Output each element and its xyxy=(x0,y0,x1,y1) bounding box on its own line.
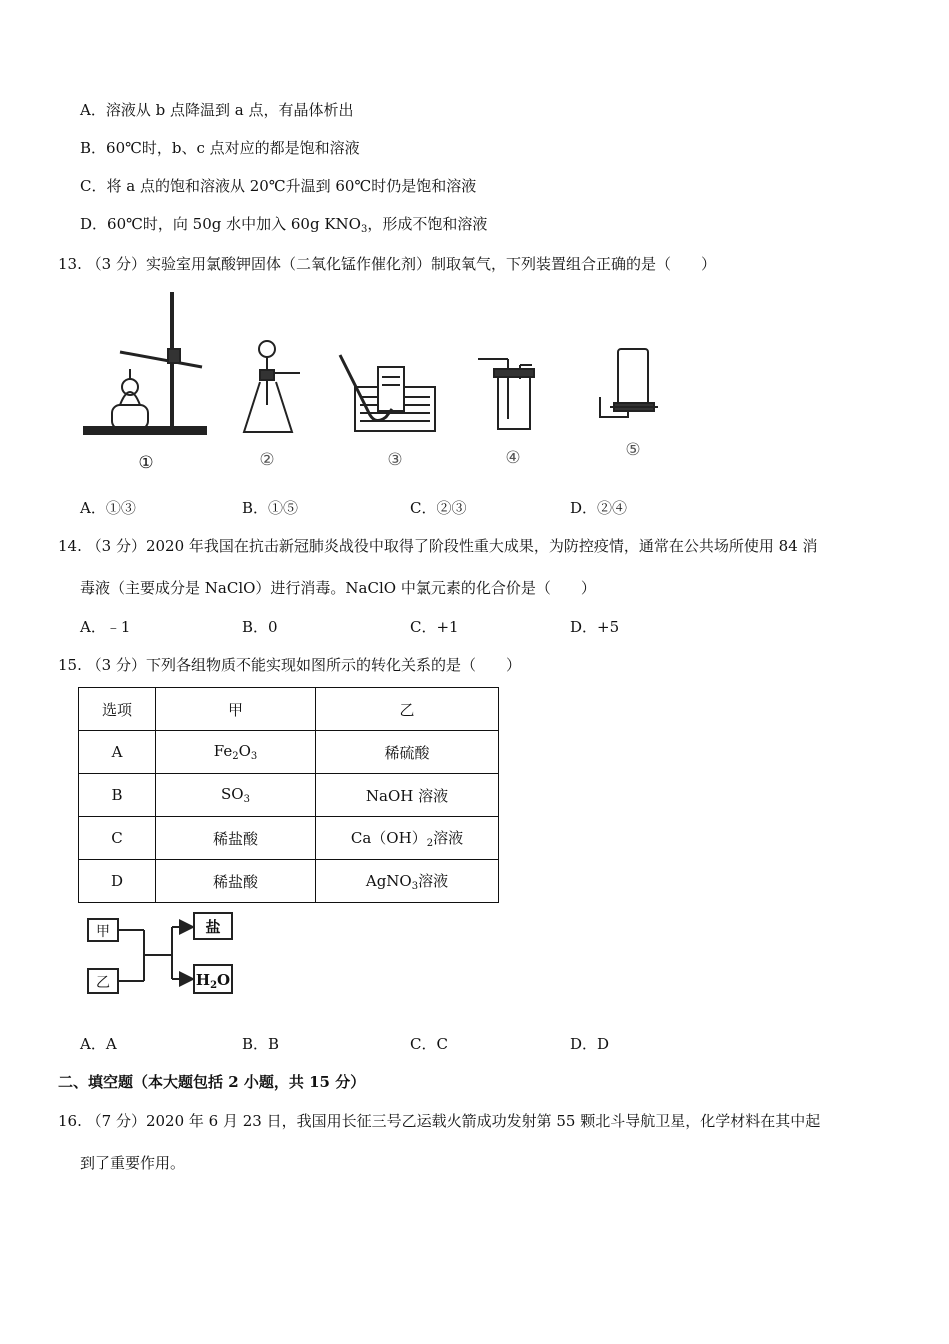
header-yi: 乙 xyxy=(316,688,499,731)
q14-option-b: B．0 xyxy=(242,618,278,636)
q15-conversion-diagram xyxy=(80,905,240,1005)
q14-option-d: D．+5 xyxy=(570,618,620,636)
q12-option-d: D．60℃时，向 50g 水中加入 60g $KNO_3$，形成不饱和溶液 xyxy=(80,215,488,235)
apparatus-1-heating-setup xyxy=(84,292,206,434)
cell-option: D xyxy=(79,860,156,903)
q12-option-c: C．将 a 点的饱和溶液从 20℃升温到 60℃时仍是饱和溶液 xyxy=(80,177,477,195)
apparatus-5-inverted-bottle xyxy=(600,349,658,417)
table-row xyxy=(79,731,499,774)
diagram-yi-label: 乙 xyxy=(96,975,110,991)
q15-option-d: D．D xyxy=(570,1035,610,1053)
q12-option-b: B．60℃时，b、c 点对应的都是饱和溶液 xyxy=(80,139,360,157)
diagram-water-label: $H_2O$ xyxy=(195,971,231,991)
cell-yi: NaOH 溶液 xyxy=(316,774,499,817)
cell-jia: 稀盐酸 xyxy=(156,817,316,860)
table-header-row xyxy=(79,688,499,731)
q14-option-a: A．﹣1 xyxy=(80,618,131,636)
cell-jia: $Fe_2O_3$ xyxy=(156,731,316,774)
q14-option-c: C．+1 xyxy=(410,618,459,636)
q12-option-a: A．溶液从 b 点降温到 a 点，有晶体析出 xyxy=(80,101,354,119)
diagram-jia-label: 甲 xyxy=(96,924,110,940)
apparatus-label-3: ③ xyxy=(387,450,403,470)
table-row xyxy=(79,860,499,903)
q15-option-c: C．C xyxy=(410,1035,448,1053)
apparatus-label-2: ② xyxy=(259,450,275,470)
cell-yi: AgNO$_3$溶液 xyxy=(316,860,499,903)
apparatus-3-water-trough xyxy=(340,355,435,431)
q15-stem: 15. （3 分）下列各组物质不能实现如图所示的转化关系的是（ ） xyxy=(58,656,521,674)
cell-option: B xyxy=(79,774,156,817)
apparatus-4-gas-bottle xyxy=(478,359,534,429)
apparatus-2-flask-funnel xyxy=(244,341,300,432)
table-row xyxy=(79,817,499,860)
table-row xyxy=(79,774,499,817)
q13-option-c: C．②③ xyxy=(410,499,467,517)
q15-option-a: A．A xyxy=(80,1035,117,1053)
cell-yi: $Ca(OH)_2$溶液 xyxy=(316,817,499,860)
q13-option-b: B．①⑤ xyxy=(242,499,299,517)
cell-yi: 稀硫酸 xyxy=(316,731,499,774)
q13-option-a: A．①③ xyxy=(80,499,136,517)
cell-option: A xyxy=(79,731,156,774)
apparatus-label-4: ④ xyxy=(505,448,521,468)
lab-apparatus-figure xyxy=(80,287,680,477)
header-jia: 甲 xyxy=(156,688,316,731)
cell-jia: 稀盐酸 xyxy=(156,860,316,903)
q14-stem-line1: 14. （3 分）2020 年我国在抗击新冠肺炎战役中取得了阶段性重大成果，为防控疫情，通常在公共场所使用 84 消 xyxy=(58,537,818,555)
cell-option: C xyxy=(79,817,156,860)
header-option: 选项 xyxy=(79,688,156,731)
diagram-salt-label: 盐 xyxy=(205,918,221,936)
q16-stem-line1: 16. （7 分）2020 年 6 月 23 日，我国用长征三号乙运载火箭成功发射第 55 颗北斗导航卫星，化学材料在其中起 xyxy=(58,1112,821,1130)
q13-option-d: D．②④ xyxy=(570,499,628,517)
q16-stem-line2: 到了重要作用。 xyxy=(80,1154,186,1172)
apparatus-label-5: ⑤ xyxy=(625,440,641,460)
apparatus-label-1: ① xyxy=(138,453,154,473)
q15-option-b: B．B xyxy=(242,1035,280,1053)
section-2-title: 二、填空题（本大题包括 2 小题，共 15 分） xyxy=(58,1073,366,1091)
cell-jia: $SO_3$ xyxy=(156,774,316,817)
q14-stem-line2: 毒液（主要成分是 NaClO）进行消毒。NaClO 中氯元素的化合价是（ ） xyxy=(80,579,596,597)
q13-stem: 13. （3 分）实验室用氯酸钾固体（二氧化锰作催化剂）制取氧气，下列装置组合正确的是（ ） xyxy=(58,255,716,273)
q15-table xyxy=(78,687,499,903)
